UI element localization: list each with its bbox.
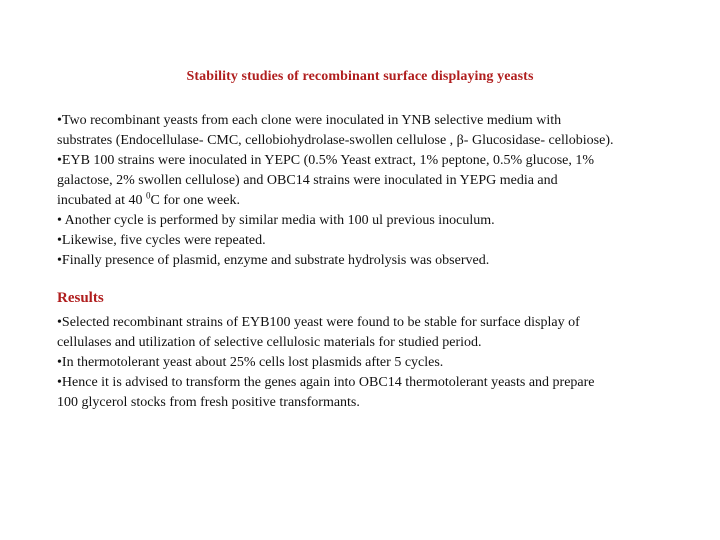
methods-line: •Finally presence of plasmid, enzyme and substrate hydrolysis was observed. [57,253,490,268]
methods-line: substrates (Endocellulase- CMC, cellobiohydrolase-swollen cellulose , β- Glucosidase- cellobiose). [57,133,614,148]
methods-line: •Two recombinant yeasts from each clone were inoculated in YNB selective medium with [57,113,562,128]
incubation-suffix: C for one week. [150,193,240,208]
results-line: cellulases and utilization of selective cellulosic materials for studied period. [57,335,482,350]
methods-line: • Another cycle is performed by similar media with 100 ul previous inoculum. [57,213,495,228]
results-line: 100 glycerol stocks from fresh positive transformants. [57,395,360,410]
slide-title: Stability studies of recombinant surface displaying yeasts [186,69,534,84]
methods-line-incubation [57,191,697,211]
incubation-prefix: incubated at 40 [57,193,147,208]
results-line: •Hence it is advised to transform the genes again into OBC14 thermotolerant yeasts and prepare [57,375,595,390]
results-line: •In thermotolerant yeast about 25% cells lost plasmids after 5 cycles. [57,355,444,370]
methods-text [57,111,697,271]
results-heading: Results [57,290,104,306]
degree-superscript: 0 [146,190,151,201]
methods-line: •EYB 100 strains were inoculated in YEPC (0.5% Yeast extract, 1% peptone, 0.5% glucose, 1% [57,153,595,168]
results-line: •Selected recombinant strains of EYB100 yeast were found to be stable for surface display of [57,315,580,330]
results-text [57,313,697,413]
methods-line: galactose, 2% swollen cellulose) and OBC14 strains were inoculated in YEPG media and [57,173,558,188]
methods-line: •Likewise, five cycles were repeated. [57,233,266,248]
